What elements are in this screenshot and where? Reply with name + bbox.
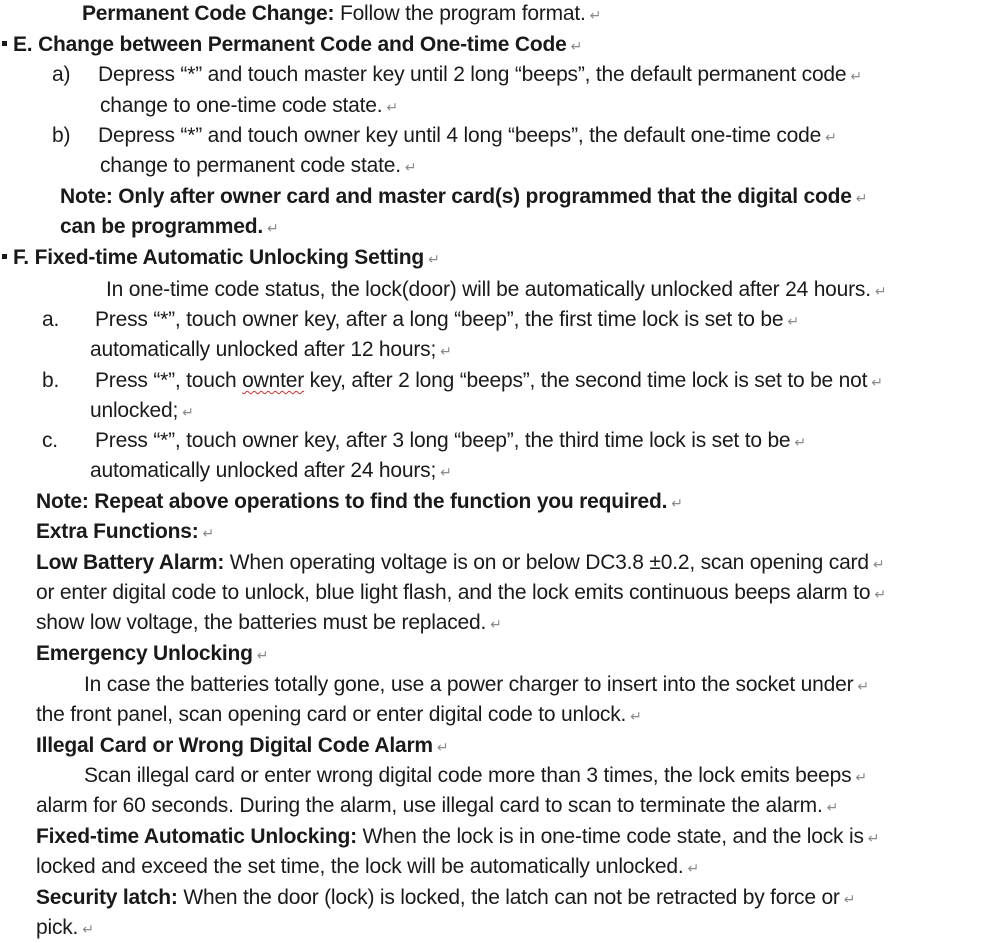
fixed-time-line <box>36 823 879 851</box>
bullet-icon <box>2 41 7 46</box>
paragraph-mark-icon: ↵ <box>428 251 440 267</box>
list-item-text <box>98 61 862 89</box>
low-battery-line <box>36 549 884 577</box>
list-marker: c. <box>42 429 58 452</box>
paragraph-line: When operating voltage is on or below DC3.8 ±0.2, scan opening card <box>224 551 869 574</box>
list-item-text <box>90 397 194 425</box>
list-item-text <box>90 457 452 485</box>
paragraph-mark-icon: ↵ <box>874 283 887 299</box>
list-item-line: Depress “*” and touch owner key until 4 long “beeps”, the default one-time code <box>98 124 822 147</box>
list-marker: a. <box>42 308 60 331</box>
paragraph-mark-icon: ↵ <box>440 464 452 480</box>
section-e-note <box>60 183 867 211</box>
permanent-code-change-label: Permanent Code Change: <box>82 2 335 25</box>
list-item-line: Depress “*” and touch master key until 2 long “beeps”, the default permanent code <box>98 63 847 86</box>
list-item-text <box>90 336 452 364</box>
low-battery-label: Low Battery Alarm: <box>36 551 225 574</box>
note-line: Note: Repeat above operations to find the function you required. <box>36 490 668 513</box>
list-item-line: Press “*”, touch owner key, after 3 long “beep”, the third time lock is set to be <box>95 429 791 452</box>
list-item <box>42 427 58 455</box>
permanent-code-change-line <box>82 0 601 28</box>
note-line: Note: Only after owner card and master card(s) programmed that the digital code <box>60 185 852 208</box>
paragraph-line: the front panel, scan opening card or enter digital code to unlock. <box>36 703 627 726</box>
list-marker: b. <box>42 369 60 392</box>
paragraph-mark-icon: ↵ <box>871 374 883 390</box>
list-marker: b) <box>52 124 71 147</box>
illegal-card-heading <box>36 732 448 760</box>
heading-text: Emergency Unlocking <box>36 642 253 665</box>
list-marker: a) <box>52 63 71 86</box>
section-e-heading <box>2 31 582 59</box>
paragraph-mark-icon: ↵ <box>202 525 215 541</box>
security-latch-line <box>36 914 94 942</box>
section-f-heading-text: F. Fixed-time Automatic Unlocking Setting <box>13 246 425 269</box>
list-item <box>42 367 59 395</box>
list-item <box>42 306 59 334</box>
low-battery-line <box>36 579 886 607</box>
list-item-line: change to one-time code state. <box>100 94 383 117</box>
paragraph-line: pick. <box>36 916 79 939</box>
low-battery-line <box>36 609 502 637</box>
fixed-time-line <box>36 853 699 881</box>
paragraph-line: When the door (lock) is locked, the latch can not be retracted by force or <box>177 886 840 909</box>
paragraph-mark-icon: ↵ <box>874 586 886 602</box>
paragraph-mark-icon: ↵ <box>826 799 839 815</box>
emergency-line <box>84 671 869 699</box>
emergency-line <box>36 701 642 729</box>
paragraph-mark-icon: ↵ <box>794 434 806 450</box>
paragraph-mark-icon: ↵ <box>855 190 868 206</box>
paragraph-line: show low voltage, the batteries must be replaced. <box>36 611 487 634</box>
paragraph-mark-icon: ↵ <box>671 495 683 511</box>
list-item-line: Press “*”, touch owner key, after a long “beep”, the first time lock is set to be <box>95 308 784 331</box>
paragraph-line: When the lock is in one-time code state, and the lock is <box>356 825 864 848</box>
list-item <box>52 122 70 150</box>
heading-text: Illegal Card or Wrong Digital Code Alarm <box>36 734 433 757</box>
paragraph-mark-icon: ↵ <box>404 159 417 175</box>
paragraph-mark-icon: ↵ <box>867 830 880 846</box>
list-item-text <box>100 152 416 180</box>
paragraph-mark-icon: ↵ <box>490 616 502 632</box>
paragraph-mark-icon: ↵ <box>850 68 862 84</box>
paragraph-mark-icon: ↵ <box>266 220 279 236</box>
section-f-note <box>36 488 683 516</box>
bullet-icon <box>2 254 7 259</box>
section-e-note <box>60 213 279 241</box>
paragraph-mark-icon: ↵ <box>436 739 449 755</box>
paragraph-mark-icon: ↵ <box>570 38 583 54</box>
paragraph-mark-icon: ↵ <box>855 769 867 785</box>
section-f-intro <box>106 276 886 304</box>
paragraph-mark-icon: ↵ <box>825 129 837 145</box>
section-f-heading <box>2 244 440 272</box>
fixed-time-label: Fixed-time Automatic Unlocking: <box>36 825 357 848</box>
paragraph-mark-icon: ↵ <box>589 7 602 23</box>
list-item-text <box>95 367 883 395</box>
paragraph-mark-icon: ↵ <box>843 891 856 907</box>
paragraph-mark-icon: ↵ <box>256 647 269 663</box>
security-latch-line <box>36 884 855 912</box>
illegal-card-line <box>84 762 867 790</box>
list-item-line: automatically unlocked after 24 hours; <box>90 459 437 482</box>
paragraph-line: locked and exceed the set time, the lock will be automatically unlocked. <box>36 855 684 878</box>
paragraph-mark-icon: ↵ <box>630 708 642 724</box>
paragraph-line: alarm for 60 seconds. During the alarm, use illegal card to scan to terminate the alarm. <box>36 794 823 817</box>
heading-text: Extra Functions: <box>36 520 199 543</box>
list-item-line: automatically unlocked after 12 hours; <box>90 338 437 361</box>
paragraph-mark-icon: ↵ <box>440 343 452 359</box>
paragraph-line: In case the batteries totally gone, use a power charger to insert into the socket under <box>84 673 854 696</box>
paragraph-line: or enter digital code to unlock, blue light flash, and the lock emits continuous beeps alarm to <box>36 581 871 604</box>
list-item-text <box>95 306 799 334</box>
list-item-line: key, after 2 long “beeps”, the second time lock is set to be not <box>304 369 868 392</box>
list-item-text <box>100 92 398 120</box>
intro-text: In one-time code status, the lock(door) will be automatically unlocked after 24 hours. <box>106 278 871 301</box>
list-item <box>52 61 70 89</box>
paragraph-mark-icon: ↵ <box>687 860 699 876</box>
list-item-text <box>95 427 806 455</box>
list-item-line: Press “*”, touch <box>95 369 243 392</box>
list-item-text <box>98 122 837 150</box>
illegal-card-line <box>36 792 838 820</box>
emergency-heading <box>36 640 268 668</box>
paragraph-mark-icon: ↵ <box>857 678 869 694</box>
note-line: can be programmed. <box>60 215 263 238</box>
extra-functions-heading <box>36 518 214 546</box>
paragraph-line: Scan illegal card or enter wrong digital code more than 3 times, the lock emits beeps <box>84 764 852 787</box>
paragraph-mark-icon: ↵ <box>82 921 94 937</box>
paragraph-mark-icon: ↵ <box>182 404 194 420</box>
misspelled-word: ownter <box>242 369 304 392</box>
paragraph-mark-icon: ↵ <box>872 556 885 572</box>
paragraph-mark-icon: ↵ <box>787 313 799 329</box>
list-item-line: change to permanent code state. <box>100 154 401 177</box>
paragraph-mark-icon: ↵ <box>386 99 398 115</box>
list-item-line: unlocked; <box>90 399 179 422</box>
section-e-heading-text: E. Change between Permanent Code and One-time Code <box>13 33 567 56</box>
permanent-code-change-text: Follow the program format. <box>334 2 586 25</box>
security-latch-label: Security latch: <box>36 886 178 909</box>
